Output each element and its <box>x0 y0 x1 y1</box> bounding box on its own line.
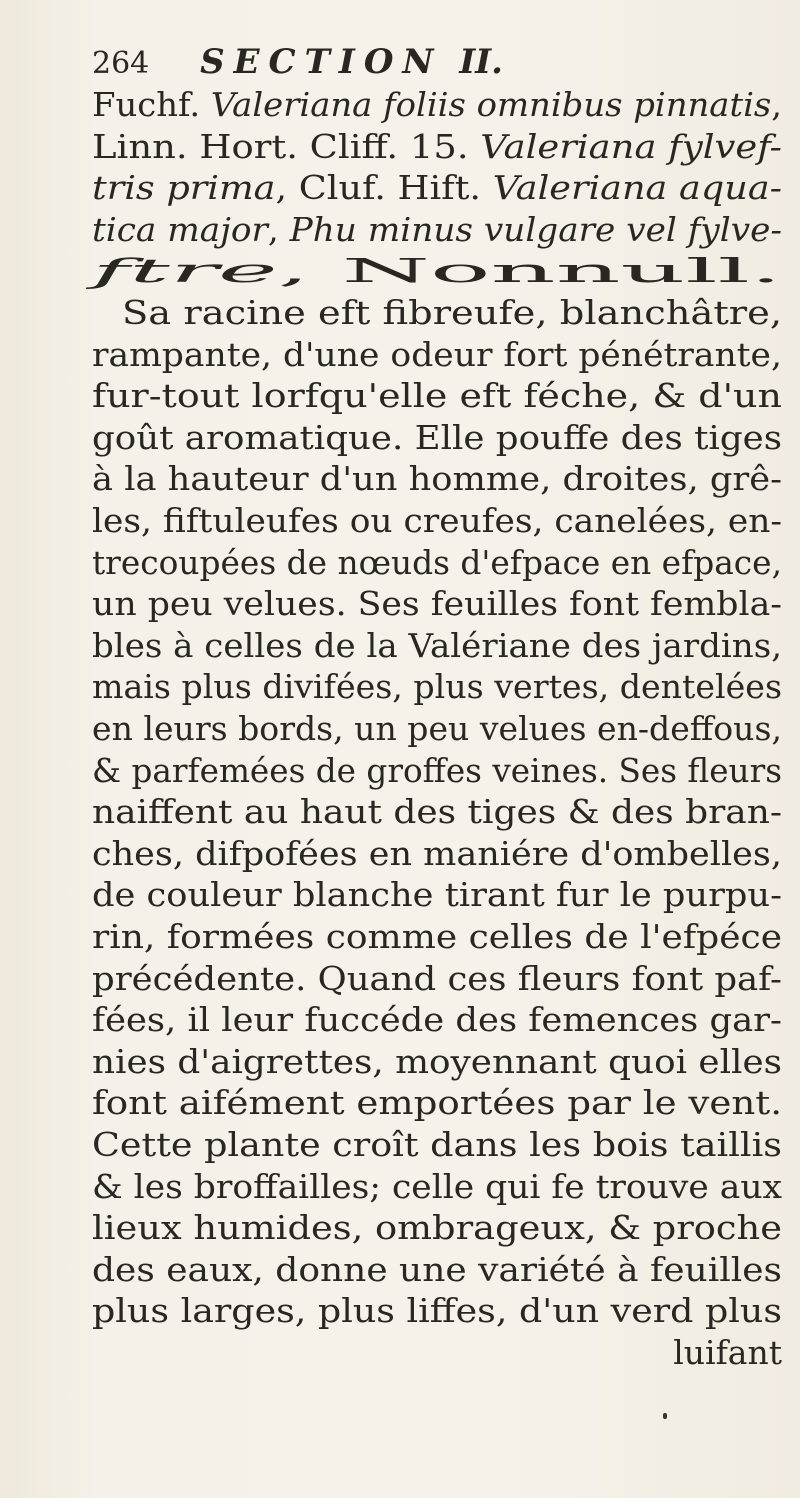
page-number: 264 <box>92 46 150 81</box>
roman-text: plus larges, plus liffes, d'un verd plus <box>92 1291 782 1331</box>
roman-text: Sa racine eft fibreufe, blanchâtre, <box>122 293 783 332</box>
roman-text: les, fiftuleufes ou creufes, canelées, en- <box>92 501 783 540</box>
roman-text: , <box>267 209 290 249</box>
italic-text: ftre <box>92 251 278 291</box>
roman-text: ches, difpofées en maniére d'ombelles, <box>92 833 782 873</box>
roman-text: mais plus divifées, plus vertes, dentelées <box>92 667 783 707</box>
roman-text: font aifément emportées par le vent. <box>92 1083 783 1123</box>
roman-text: précédente. Quand ces fleurs font paf- <box>92 958 783 998</box>
ink-speck <box>663 1413 667 1419</box>
roman-text: fées, il leur fuccéde des femences gar- <box>92 1000 783 1040</box>
roman-text: à la hauteur d'un homme, droites, grê- <box>92 459 783 499</box>
italic-text: Valeriana foliis omnibus pinnatis <box>210 85 772 124</box>
roman-text: goût aromatique. Elle pouffe des tiges <box>92 417 782 457</box>
italic-text: Valeriana fylvef- <box>480 126 783 166</box>
roman-text: Linn. Hort. Cliff. 15. <box>92 126 481 166</box>
text-line <box>0 1328 800 1378</box>
roman-text: fur-tout lorfqu'elle eft féche, & d'un <box>92 376 782 416</box>
roman-text: des eaux, donne une variété à feuilles <box>92 1249 783 1289</box>
roman-text: rin, formées comme celles de l'efpéce <box>92 917 783 956</box>
roman-text: naiffent au haut des tiges & des bran- <box>92 792 782 832</box>
italic-text: Phu minus vulgare vel fylve- <box>289 209 782 249</box>
roman-text: , Nonnull. <box>277 251 783 291</box>
roman-text: nies d'aigrettes, moyennant quoi elles <box>92 1041 783 1081</box>
roman-text: en leurs bords, un peu velues en-deffous, <box>92 709 782 748</box>
roman-text: Cette plante croît dans les bois taillis <box>92 1125 782 1164</box>
italic-text: tica major <box>92 209 268 249</box>
roman-text: & les broffailles; celle qui fe trouve aux <box>92 1166 782 1206</box>
roman-text: luifant <box>673 1333 782 1372</box>
roman-text: , Cluf. Hift. <box>275 168 493 208</box>
roman-text: bles à celles de la Valériane des jardins, <box>92 625 783 665</box>
roman-text: , <box>771 85 783 124</box>
roman-text: & parfemées de groffes veines. Ses fleurs <box>92 750 783 790</box>
roman-text: Fuchf. <box>92 85 211 124</box>
roman-text: trecoupées de nœuds d'efpace en efpace, <box>92 542 783 582</box>
roman-text: lieux humides, ombrageux, & proche <box>92 1208 782 1248</box>
section-title: SECTION <box>200 42 443 82</box>
italic-text: tris prima <box>92 168 276 208</box>
italic-text: Valeriana aqua- <box>492 168 783 208</box>
roman-text: de couleur blanche tirant fur le purpu- <box>92 875 782 915</box>
roman-text: un peu velues. Ses feuilles font fembla- <box>92 584 782 624</box>
roman-text: rampante, d'une odeur fort pénétrante, <box>92 334 782 374</box>
section-number: II. <box>459 42 503 82</box>
running-header <box>92 42 503 82</box>
